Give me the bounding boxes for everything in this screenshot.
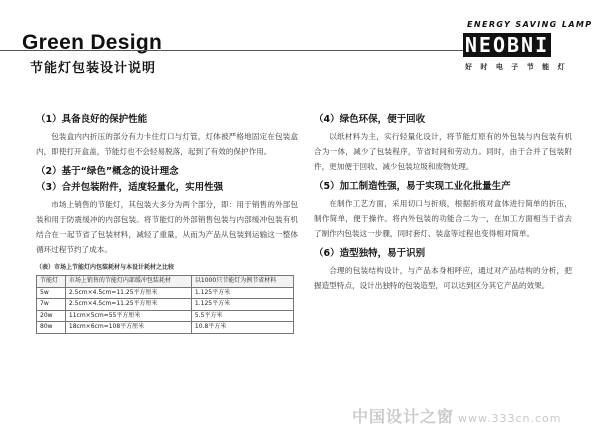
section-body-1: 包装盒内内折压的部分有力卡住灯口与灯管，灯体被严格地固定在包装盒内，即使打开盒盖，节能灯也不会轻易脱落，起到了有效的保护作用。 [36, 132, 298, 156]
table-header-cell: 市场上销售的节能灯内部缓冲包装耗材 [65, 276, 191, 288]
table-cell: 2.5cm×4.5cm=11.25平方厘米 [65, 287, 191, 299]
section-body-5: 在制作工艺方面，采用切口与折痕，根据折痕对盒体进行简单的折压，制作简单，便于操作。将内外包装的功能合二为一，在加工方面相当于省去了制作内包装这一步骤，同时套灯、装盒等过程也变得相对简单。 [314, 199, 572, 238]
watermark-url: www.333cn.com [458, 412, 562, 425]
table-cell: 1.125平方米 [191, 299, 293, 311]
table-cell: 7w [37, 299, 66, 311]
table-cell: 18cm×6cm=108平方厘米 [65, 322, 191, 334]
logo-tagline: ENERGY SAVING LAMP [467, 20, 593, 29]
table-row [37, 299, 294, 311]
right-column [314, 112, 572, 298]
left-column [36, 112, 298, 334]
brand-logo [463, 20, 593, 82]
table-cell: 20w [37, 310, 66, 322]
header-rule [0, 50, 500, 51]
watermark-text: 中国设计之窗 [352, 407, 455, 426]
section-body-6: 合理的包装结构设计，与产品本身相呼应，通过对产品结构的分析，把握造型特点，设计出独特的包装造型，可以达到区分其它产品的效果。 [314, 266, 572, 290]
page-header [0, 0, 600, 80]
section-title-6: （6）造型独特，易于识别 [314, 248, 426, 259]
table-header-row [37, 276, 294, 288]
table-header-cell: 以1000只节能灯为例节省材料 [191, 276, 293, 288]
table-cell: 1.125平方米 [191, 287, 293, 299]
table-caption: （表）市场上节能灯内包装耗材与本设计耗材之比较 [36, 264, 175, 271]
table-row [37, 310, 294, 322]
table-cell: 2.5cm×4.5cm=11.25平方厘米 [65, 299, 191, 311]
section-body-4: 以纸材料为主，实行轻量化设计，将节能灯原有的外包装与内包装有机合为一体，减少了包装程序，节省时间和劳动力。同时，由于合并了包装附件，更加便于回收、减少包装垃圾和废物处理。 [314, 132, 572, 171]
title-chinese: 节能灯包装设计说明 [30, 61, 157, 76]
comparison-table [36, 275, 294, 334]
table-cell: 11cm×5cm=55平方厘米 [65, 310, 191, 322]
table-cell: 10.8平方米 [191, 322, 293, 334]
section-title-3: （3）合并包装附件，适度轻量化，实用性强 [36, 182, 224, 193]
table-row [37, 322, 294, 334]
table-header-cell: 节能灯 [37, 276, 66, 288]
table-cell: 5w [37, 287, 66, 299]
table-cell: 5.5平方米 [191, 310, 293, 322]
table-row [37, 287, 294, 299]
table-cell: 80w [37, 322, 66, 334]
section-title-1: （1）具备良好的保护性能 [36, 114, 148, 125]
section-body-3: 市场上销售的节能灯，其包装大多分为两个部分，即：用于销售的外部包装和用于防震缓冲的内部包装。将节能灯的外部销售包装与内部缓冲包装有机结合在一起节省了包装材料，减轻了重量，从而为产品从包装到运输这一整体循环过程节约了成本。 [36, 200, 298, 254]
section-title-4: （4）绿色环保，便于回收 [314, 114, 426, 125]
section-title-5: （5）加工制造性强，易于实现工业化批量生产 [314, 181, 511, 192]
logo-subtitle: 好 时 电 子 节 能 灯 [465, 63, 568, 71]
site-watermark [352, 404, 592, 428]
logo-wordmark: NEOBNI [464, 33, 550, 57]
section-title-2: （2）基于“绿色”概念的设计理念 [36, 166, 179, 177]
title-english: Green Design [22, 31, 163, 54]
